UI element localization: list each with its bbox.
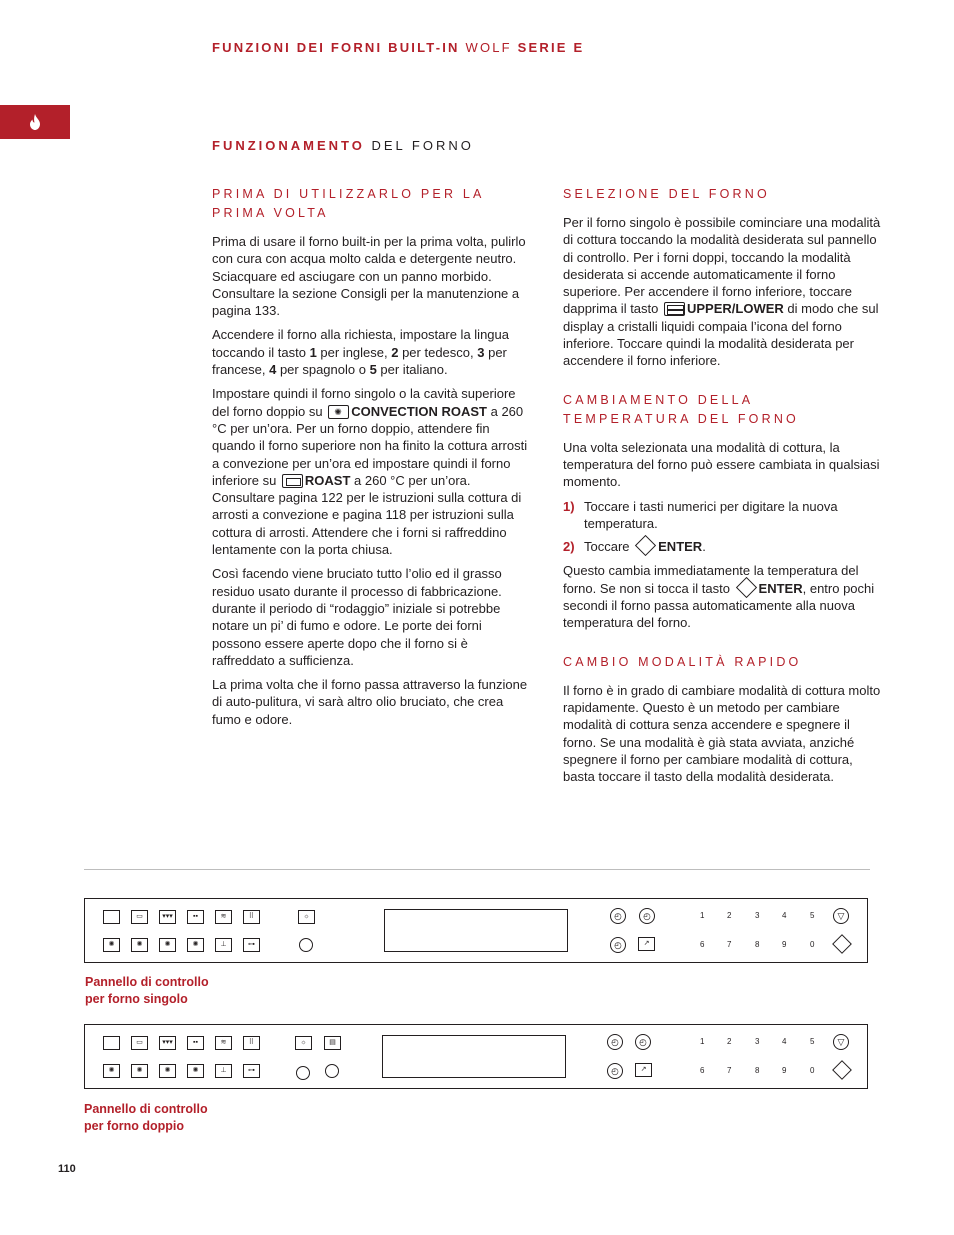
cancel-key: ▽: [833, 1034, 849, 1050]
stop-time-clock-icon: ◴: [610, 937, 626, 953]
lcd-display: [384, 909, 568, 952]
upper-lower-icon: [664, 302, 685, 316]
convection-key: ✺: [103, 1064, 120, 1078]
convection-roast-icon: [328, 405, 349, 419]
double-oven-control-panel: [84, 1024, 868, 1089]
key-6: 6: [700, 1066, 705, 1075]
on-off-key: [299, 938, 313, 952]
roast-key: ▭: [131, 910, 148, 924]
first-use-paragraph-5: La prima volta che il forno passa attraverso la funzione di auto-pulitura, vi sarà altro olio bruciato, che crea fumo e odore.: [212, 677, 528, 727]
temperature-steps: [563, 498, 885, 556]
section-tab: [0, 105, 70, 139]
left-column: [212, 185, 530, 735]
first-use-paragraph-2: Accendere il forno alla richiesta, impostare la lingua toccando il tasto 1 per inglese, 2 per tedesco, 3 per francese, 4 per spagnolo o 5 per italiano.: [212, 327, 509, 378]
upper-on-off-key: [296, 1066, 310, 1080]
lock-key: ⊶: [243, 938, 260, 952]
double-panel-caption: Pannello di controllo per forno doppio: [84, 1102, 208, 1133]
first-use-heading: PRIMA DI UTILIZZARLO PER LA PRIMA VOLTA: [212, 187, 484, 220]
single-oven-control-panel: [84, 898, 868, 963]
stop-time-clock-icon: ◴: [607, 1063, 623, 1079]
convection-broil-key: ✺: [159, 1064, 176, 1078]
key-9: 9: [782, 1066, 787, 1075]
roast-icon: [282, 474, 303, 488]
settings-key: ↗: [638, 937, 655, 951]
light-key: ☼: [298, 910, 315, 924]
convection-roast-key: ✺: [131, 938, 148, 952]
proof-key: ≋: [215, 910, 232, 924]
temperature-change-paragraph: Una volta selezionata una modalità di cottura, la temperatura del forno può essere cambiata in qualsiasi momento.: [563, 439, 880, 490]
key-2: 2: [727, 1037, 732, 1046]
lcd-display: [382, 1035, 566, 1078]
enter-diamond-icon: [635, 535, 656, 556]
proof-key: ≋: [215, 1036, 232, 1050]
oven-selection-paragraph: Per il forno singolo è possibile cominciare una modalità di cottura toccando la modalità desiderata sul pannello di controllo. Per i forni doppi, toccando la modalità desiderata si accende automaticamente il forno superiore. Per accendere il forno inferiore, toccare dapprima il tasto UPPER/LOWER di modo che sul display a cristalli liquidi compaia l’icona del forno inferiore. Toccare quindi la modalità desiderata per accendere il forno inferiore.: [563, 215, 881, 369]
bake-stone-key: ▪▪: [187, 910, 204, 924]
lock-key: ⊶: [243, 1064, 260, 1078]
timer-clock-icon: ◴: [610, 908, 626, 924]
divider: [84, 869, 870, 870]
enter-paragraph: Questo cambia immediatamente la temperatura del forno. Se non si tocca il tasto ENTER, entro pochi secondi il forno passa automaticamente alla nuova temperatura del forno.: [563, 563, 875, 631]
convection-key: ✺: [103, 938, 120, 952]
bake-stone-key: ▪▪: [187, 1036, 204, 1050]
convection-bake-key: ✺: [187, 938, 204, 952]
key-6: 6: [700, 940, 705, 949]
probe-key: ⊥: [215, 1064, 232, 1078]
key-4: 4: [782, 911, 787, 920]
running-header: FUNZIONI DEI FORNI BUILT-IN WOLF SERIE E: [212, 40, 585, 55]
timer-clock-icon: ◴: [607, 1034, 623, 1050]
probe-key: ⊥: [215, 938, 232, 952]
enter-diamond-icon: [735, 577, 756, 598]
dehydrate-key: ⠿: [243, 910, 260, 924]
step-1: 1) Toccare i tasti numerici per digitare la nuova temperatura.: [563, 498, 838, 531]
first-use-paragraph-3: Impostare quindi il forno singolo o la cavità superiore del forno doppio su ✺CONVECTION ROAST a 260 °C per un’ora. Per un forno doppio, attendere fin quando il forno superiore non ha finito la cottura arrosti a convezione per un’ora ed impostare quindi il forno inferiore su ROAST a 260 °C per un’ora. Consultare pagina 122 per le istruzioni sulla cottura di arrosti a convezione e pagina 118 per istruzioni sulla cottura di arrosti. Attendere che i forni si raffreddino lentamente con la porta chiusa.: [212, 385, 530, 558]
key-7: 7: [727, 1066, 732, 1075]
first-use-paragraph-4: Così facendo viene bruciato tutto l’olio ed il grasso residuo usato durante il processo di fabbricazione. durante il periodo di “rodaggio” iniziale si potrebbe notare un pi’ di fumo e odore. Le porte dei forni possono essere aperte dopo che il forno si è raffreddato a sufficienza.: [212, 566, 502, 668]
light-key: ☼: [295, 1036, 312, 1050]
step-2: 2) Toccare ENTER.: [563, 538, 885, 555]
key-3: 3: [755, 1037, 760, 1046]
broil-key: ▾▾▾: [159, 1036, 176, 1050]
lower-on-off-key: [325, 1064, 339, 1078]
bake-key: [103, 1036, 120, 1050]
single-panel-caption: Pannello di controllo per forno singolo: [85, 975, 209, 1006]
key-5: 5: [810, 911, 815, 920]
key-7: 7: [727, 940, 732, 949]
settings-key: ↗: [635, 1063, 652, 1077]
convection-broil-key: ✺: [159, 938, 176, 952]
key-3: 3: [755, 911, 760, 920]
right-column: [563, 185, 885, 792]
enter-diamond-icon: [832, 934, 852, 954]
temperature-change-heading: CAMBIAMENTO DELLA TEMPERATURA DEL FORNO: [563, 392, 799, 426]
cancel-key: ▽: [833, 908, 849, 924]
upper-lower-key: ▤: [324, 1036, 341, 1050]
key-0: 0: [810, 1066, 815, 1075]
key-1: 1: [700, 911, 705, 920]
key-9: 9: [782, 940, 787, 949]
convection-bake-key: ✺: [187, 1064, 204, 1078]
flame-icon: [28, 114, 42, 130]
quick-mode-paragraph: Il forno è in grado di cambiare modalità di cottura molto rapidamente. Questo è un metodo per cambiare modalità di cottura senza accendere e spegnere il forno. Se una modalità è già stata avviata, anziché spegnere il forno per cambiare modalità di cottura, basta toccare il tasto della modalità desiderata.: [563, 682, 881, 785]
key-8: 8: [755, 940, 760, 949]
key-4: 4: [782, 1037, 787, 1046]
first-use-paragraph-1: Prima di usare il forno built-in per la prima volta, pulirlo con cura con acqua molto calda e detergente neutro. Sciacquare ed asciugare con un panno morbido. Consultare la sezione Consigli per la manutenzione a pagina 133.: [212, 234, 526, 319]
key-8: 8: [755, 1066, 760, 1075]
bake-key: [103, 910, 120, 924]
section-title: FUNZIONAMENTO DEL FORNO: [212, 138, 474, 153]
key-2: 2: [727, 911, 732, 920]
key-1: 1: [700, 1037, 705, 1046]
cook-time-clock-icon: ◴: [635, 1034, 651, 1050]
page-number: 110: [58, 1163, 76, 1175]
broil-key: ▾▾▾: [159, 910, 176, 924]
cook-time-clock-icon: ◴: [639, 908, 655, 924]
dehydrate-key: ⠿: [243, 1036, 260, 1050]
oven-selection-heading: SELEZIONE DEL FORNO: [563, 187, 770, 201]
enter-diamond-icon: [832, 1060, 852, 1080]
key-0: 0: [810, 940, 815, 949]
convection-roast-key: ✺: [131, 1064, 148, 1078]
key-5: 5: [810, 1037, 815, 1046]
roast-key: ▭: [131, 1036, 148, 1050]
quick-mode-heading: CAMBIO MODALITÀ RAPIDO: [563, 654, 802, 669]
